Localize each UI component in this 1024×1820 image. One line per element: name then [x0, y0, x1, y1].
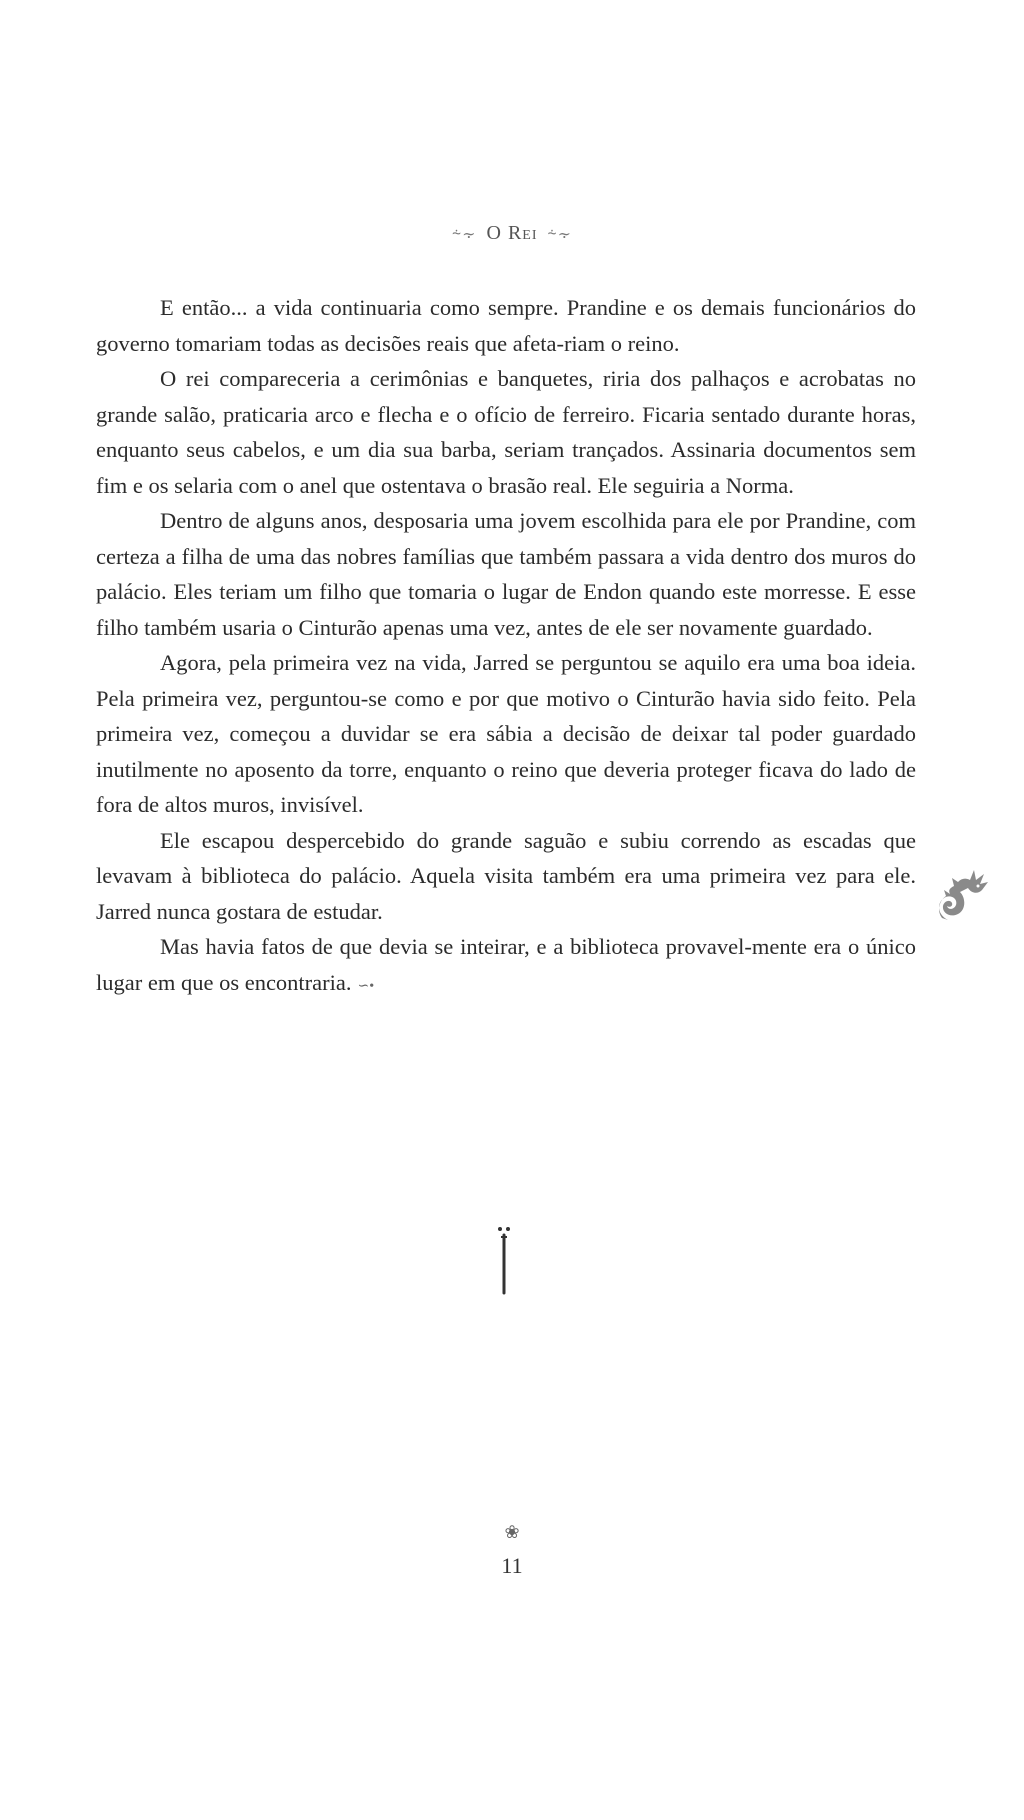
- paragraph-5: Ele escapou despercebido do grande saguão e subiu correndo as escadas que levavam à biblioteca do palácio. Aquela visita também era uma primeira vez para ele. Jarred nunca gostara de estudar.: [96, 827, 916, 924]
- paragraph-6: [96, 929, 916, 1004]
- chapter-title: O Rei: [486, 222, 538, 244]
- paragraph-6-text: Mas havia fatos de que devia se inteirar, e a biblioteca provavel-mente era o único lugar em que os encontraria.: [96, 934, 916, 995]
- paragraph-2: O rei compareceria a cerimônias e banquetes, riria dos palhaços e acrobatas no grande salão, praticaria arco e flecha e o ofício de ferreiro. Ficaria sentado durante horas, enquanto seus cabelos, e um dia sua barba, seriam trançados. Assinaria documentos sem fim e os selaria com o anel que ostentava o brasão real. Ele seguiria a Norma.: [96, 366, 916, 498]
- paragraph-1: E então... a vida continuaria como sempre. Prandine e os demais funcionários do governo tomariam todas as decisões reais que afeta-riam o reino.: [96, 295, 916, 356]
- body-text: [96, 290, 916, 1004]
- dragon-icon: [928, 860, 998, 930]
- divider-ornament: [492, 1225, 516, 1295]
- end-of-chapter-mark: ∽•: [357, 978, 375, 994]
- page-number: 11: [501, 1553, 523, 1578]
- running-header: [0, 222, 1024, 245]
- folio-ornament-icon: ❀: [504, 1522, 520, 1542]
- header-flourish-left: ⸞⸟: [451, 226, 477, 243]
- paragraph-3: Dentro de alguns anos, desposaria uma jovem escolhida para ele por Prandine, com certeza a filha de uma das nobres famílias que também passara a vida dentro dos muros do palácio. Eles teriam um filho que tomaria o lugar de Endon quando este morresse. E esse filho também usaria o Cinturão apenas uma vez, antes de ele ser novamente guardado.: [96, 508, 916, 640]
- paragraph-4: Agora, pela primeira vez na vida, Jarred se perguntou se aquilo era uma boa ideia. Pela primeira vez, perguntou-se como e por que motivo o Cinturão havia sido feito. Pela primeira vez, começou a duvidar se era sábia a decisão de deixar tal poder guardado inutilmente no aposento da torre, enquanto o reino que deveria proteger ficava do lado de fora de altos muros, invisível.: [96, 650, 916, 817]
- header-flourish-right: ⸞⸟: [547, 226, 573, 243]
